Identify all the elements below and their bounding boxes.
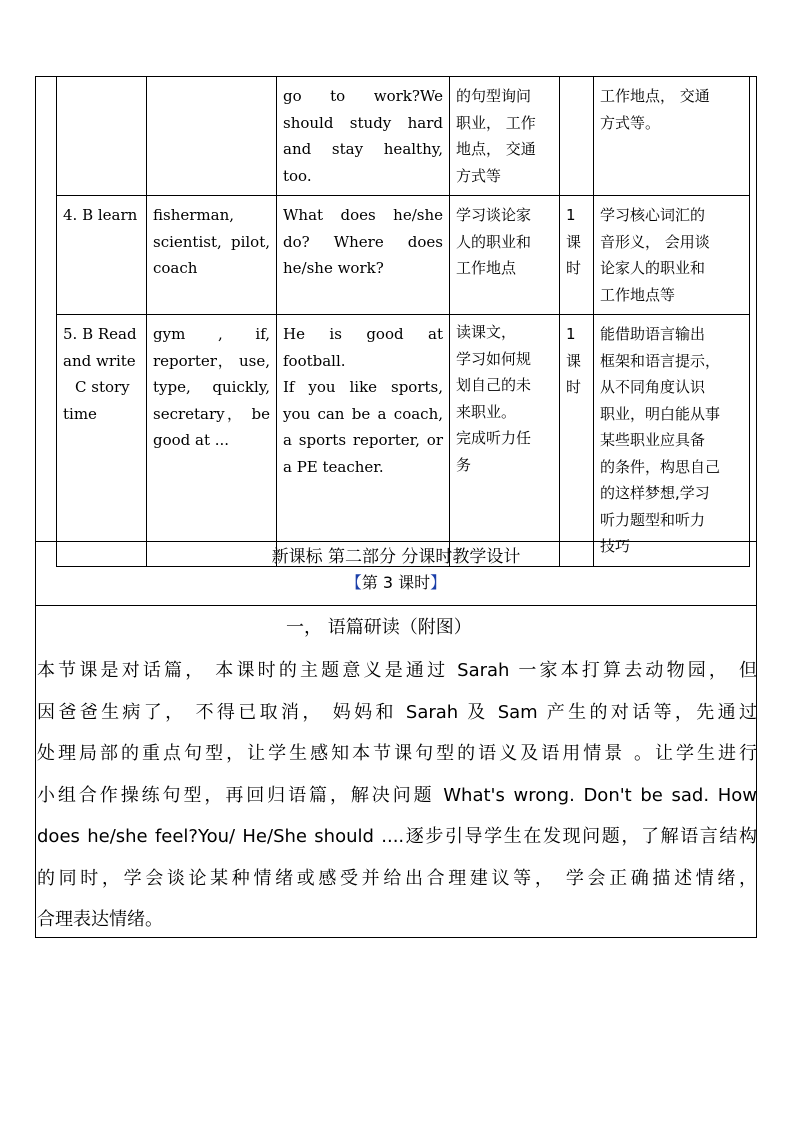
text-line: 从不同角度认识 [600,378,706,396]
text-line: 务 [456,455,472,474]
text-line: 读课文， [456,323,517,341]
lesson-cell [57,196,147,315]
text-line: and write [63,351,136,370]
goal-cell [594,77,750,196]
text-line: time [63,404,97,423]
text-line: football. [283,351,346,370]
text-line: 论家人的职业和 [600,259,706,277]
text-line: 时 [566,259,582,277]
section-title: 新课标 第二部分 分课时教学设计 [271,547,521,567]
text-line: 的条件，构思自己 [600,457,721,476]
text-line: 完成听力任 [456,429,532,447]
text-line: a PE teacher. [283,457,384,476]
text-line: 来职业。 [456,402,517,421]
paragraph-line: 的同时，学会谈论某种情绪或感受并给出合理建议等， 学会正确描述情绪， [37,867,757,889]
text-line: If you like sports, [283,378,443,396]
text-line: 学习如何规 [456,349,532,368]
text-line: He is good at [283,325,443,343]
text-line: 人的职业和 [456,232,532,251]
text-line: 时 [566,378,582,396]
paragraph-line: 处理局部的重点句型，让学生感知本节课句型的语义及语用情景 。让学生进行 [37,743,757,764]
bracket-close: 】 [430,573,447,592]
table-row [57,196,750,315]
text-line: 划自己的未 [456,376,532,394]
text-line: What does he/she [283,206,443,224]
text-line: 学习谈论家 [456,206,532,224]
paragraph-line: 小组合作操练句型，再回归语篇，解决问题 What's wrong. Don't be sad. How [37,784,757,806]
text-line: 能借助语言输出 [600,325,706,343]
sentences-cell [277,77,450,196]
text-line: and stay healthy, [283,140,443,158]
divider [35,605,757,606]
text-line: 方式等。 [600,113,661,132]
sentences-cell [277,196,450,315]
paragraph-line: 本节课是对话篇， 本课时的主题意义是通过 Sarah 一家本打算去动物园， 但 [37,660,757,681]
text-line: 课 [566,351,582,370]
sentences-cell [277,315,450,567]
bracket-open: 【 [345,573,362,592]
text-line: coach [153,259,198,277]
text-line: 方式等 [456,166,502,185]
divider [35,541,757,542]
text-line: 框架和语言提示， [600,351,721,370]
text-line: 职业， 工作 [456,113,536,132]
paragraph-line: 合理表达情绪。 [37,909,163,930]
text-line: 听力题型和听力 [600,510,706,529]
text-line: 地点， 交通 [456,140,536,158]
text-line: scientist, pilot, [153,232,270,251]
text-line: 技巧 [600,537,631,555]
text-line: good at ... [153,431,230,449]
words-cell [147,196,277,315]
text-line: gym , if, [153,325,270,343]
text-line: too. [283,166,312,185]
text-line: 工作地点 [456,259,517,277]
text-line: 4. B learn [63,206,138,224]
lesson-plan-table [56,76,750,567]
text-line: 课 [566,232,582,251]
lesson-cell [57,315,147,567]
text-line: reporter， use, [153,351,270,370]
text-line: 音形义， 会用谈 [600,232,710,251]
text-line: type, quickly, [153,378,270,396]
text-line: 的句型询问 [456,87,532,105]
lesson-number-label: 第 3 课时 [361,573,431,592]
text-line: 学习核心词汇的 [600,206,706,224]
section-subtitle [35,570,757,596]
text-line: 的这样梦想,学习 [600,484,710,502]
goal-cell [594,315,750,567]
text-line: C story [75,378,130,396]
text-line: 职业，明白能从事 [600,404,721,423]
goal-cell [594,196,750,315]
hours-cell [560,315,594,567]
discourse-heading: 一， 语篇研读（附图） [286,617,472,638]
text-line: 5. B Read [63,325,137,343]
table-row [57,315,750,567]
hours-cell [560,77,594,196]
text-line: do? Where does [283,232,443,251]
table-row [57,77,750,196]
text-line: 工作地点等 [600,285,676,304]
words-cell [147,77,277,196]
activity-cell [450,77,560,196]
text-line: secretary， be [153,404,270,423]
words-cell [147,315,277,567]
text-line: fisherman, [153,206,235,224]
text-line: go to work?We [283,87,443,105]
text-line: should study hard [283,113,443,132]
text-line: a sports reporter, or [283,431,443,449]
paragraph-line: 因爸爸生病了， 不得已取消， 妈妈和 Sarah 及 Sam 产生的对话等，先通过 [37,701,757,723]
text-line: 1 [566,325,576,343]
hours-cell [560,196,594,315]
text-line: he/she work? [283,259,384,277]
activity-cell [450,196,560,315]
text-line: 某些职业应具备 [600,431,706,449]
lesson-cell [57,77,147,196]
paragraph-line: does he/she feel?You/ He/She should ....逐步引导学生在发现问题，了解语言结构 [37,826,757,847]
text-line: 1 [566,206,576,224]
activity-cell [450,315,560,567]
text-line: 工作地点， 交通 [600,87,710,105]
text-line: you can be a coach, [283,404,443,423]
discourse-paragraph [37,650,757,941]
